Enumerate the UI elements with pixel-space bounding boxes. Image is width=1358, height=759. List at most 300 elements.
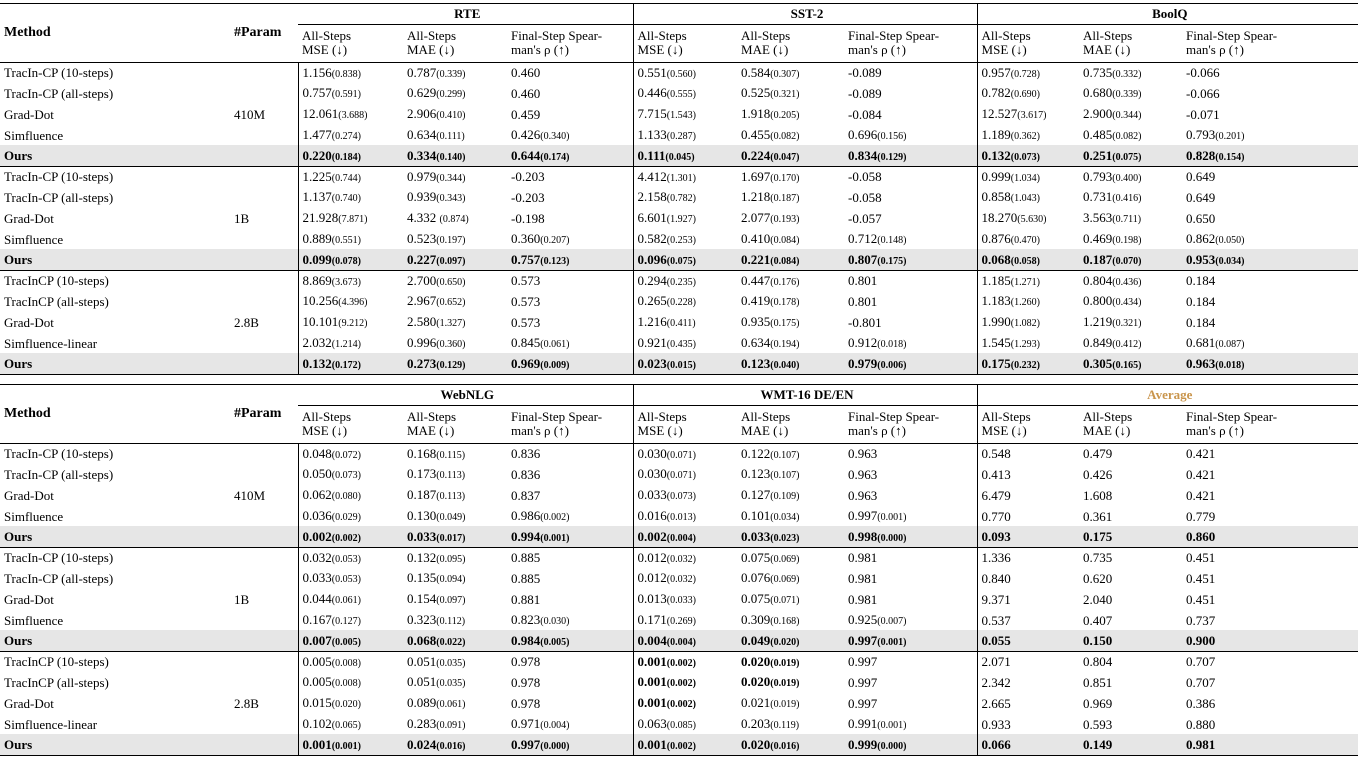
value-cell (298, 83, 403, 104)
metric-value: 0.485 (1083, 127, 1113, 143)
value-cell (844, 672, 977, 693)
method-name: TracInCP (10-steps) (0, 651, 230, 672)
value-cell (1182, 166, 1358, 187)
metric-value: 0.033 (741, 528, 771, 544)
metric-value: 0.251 (1083, 147, 1113, 163)
value-cell (977, 229, 1079, 250)
std-dev: (0.123) (540, 255, 570, 267)
std-dev: (0.018) (877, 339, 907, 351)
std-dev: (0.006) (877, 359, 907, 371)
metric-value: 0.837 (511, 487, 541, 503)
std-dev: (0.198) (1112, 235, 1142, 247)
metric-value: 0.889 (302, 231, 332, 247)
metric-value: 1.183 (981, 293, 1011, 309)
value-cell (298, 166, 403, 187)
value-cell (1182, 526, 1358, 547)
metric-value: 1.697 (741, 168, 771, 184)
std-dev: (0.410) (436, 110, 466, 122)
std-dev: (0.344) (436, 172, 466, 184)
std-dev: (0.050) (1215, 235, 1245, 247)
value-cell (1182, 104, 1358, 125)
metric-value: 0.957 (981, 64, 1011, 80)
std-dev: (0.174) (540, 151, 570, 163)
metric-value: 4.332 (407, 210, 440, 226)
metric-value: 0.793 (1186, 127, 1216, 143)
std-dev: (3.688) (338, 110, 368, 122)
value-cell (1079, 333, 1182, 354)
value-cell (507, 526, 633, 547)
std-dev: (0.436) (1112, 276, 1142, 288)
method-name: TracIn-CP (10-steps) (0, 443, 230, 464)
metric-value: 1.216 (637, 314, 667, 330)
std-dev: (0.029) (331, 512, 361, 524)
std-dev: (0.127) (331, 616, 361, 628)
metric-value: 0.851 (1083, 674, 1113, 690)
value-cell (298, 62, 403, 83)
metric-value: 0.551 (637, 64, 667, 80)
std-dev: (0.073) (666, 491, 696, 503)
value-cell (1079, 464, 1182, 485)
metric-value: 0.459 (511, 106, 541, 122)
value-cell (403, 526, 507, 547)
metric-value: 0.963 (848, 466, 878, 482)
metric-value: 7.715 (637, 106, 667, 122)
metric-value: 0.451 (1186, 570, 1216, 586)
value-cell (507, 714, 633, 735)
value-cell (977, 208, 1079, 229)
param-value (230, 125, 298, 146)
metric-value: 0.836 (511, 466, 541, 482)
table-row (0, 291, 1358, 312)
value-cell (1182, 610, 1358, 631)
metric-value: -0.089 (848, 65, 882, 81)
value-cell (737, 270, 844, 291)
metric-value: 0.032 (302, 549, 332, 565)
std-dev: (0.032) (666, 574, 696, 586)
std-dev: (0.782) (666, 193, 696, 205)
method-name: Ours (0, 353, 230, 374)
metric-value: 0.650 (1186, 210, 1216, 226)
std-dev: (0.470) (1010, 235, 1040, 247)
value-cell (298, 125, 403, 146)
method-name: TracIn-CP (all-steps) (4, 466, 114, 482)
metric-value: -0.066 (1186, 65, 1220, 81)
value-cell (1079, 485, 1182, 506)
std-dev: (0.555) (666, 89, 696, 101)
value-cell (844, 104, 977, 125)
value-cell (737, 568, 844, 589)
table-row (0, 187, 1358, 208)
metric-value: 0.220 (302, 147, 332, 163)
value-cell (844, 208, 977, 229)
metric-value: 0.525 (741, 85, 771, 101)
std-dev: (0.113) (436, 491, 466, 503)
value-cell (633, 229, 737, 250)
std-dev: (0.000) (877, 532, 907, 544)
value-cell (507, 610, 633, 631)
metric-value: 0.469 (1083, 231, 1113, 247)
value-cell (1079, 589, 1182, 610)
param-value (230, 187, 298, 208)
value-cell (298, 249, 403, 270)
std-dev: (0.053) (331, 574, 361, 586)
metric-value: 0.823 (511, 612, 541, 628)
std-dev: (0.115) (436, 449, 466, 461)
std-dev: (0.332) (1112, 68, 1142, 80)
value-cell (844, 630, 977, 651)
value-cell (844, 291, 977, 312)
std-dev: (0.339) (436, 68, 466, 80)
std-dev: (0.340) (540, 131, 570, 143)
metric-value: 0.123 (741, 355, 771, 371)
std-dev: (0.287) (666, 131, 696, 143)
metric-value: 0.150 (1083, 633, 1113, 649)
std-dev: (0.097) (436, 595, 466, 607)
value-cell (1182, 506, 1358, 527)
value-cell (633, 104, 737, 125)
value-cell (1182, 353, 1358, 374)
method-name: Grad-Dot (4, 695, 54, 711)
value-cell (633, 312, 737, 333)
value-cell (403, 734, 507, 755)
metric-value: 0.876 (981, 231, 1011, 247)
metric-value: 0.421 (1186, 446, 1216, 462)
std-dev: (0.091) (436, 720, 466, 732)
metric-value: 9.371 (981, 591, 1011, 607)
metric-value: 0.787 (407, 64, 437, 80)
metric-value: 0.410 (741, 231, 771, 247)
method-name: Simfluence-linear (4, 716, 98, 732)
value-cell (737, 464, 844, 485)
value-cell (507, 229, 633, 250)
metric-value: 0.997 (848, 508, 878, 524)
value-cell (633, 291, 737, 312)
std-dev: (0.071) (666, 470, 696, 482)
std-dev: (0.009) (540, 359, 570, 371)
metric-header-mse: All-Steps MSE (↓) (633, 24, 737, 62)
metric-value: 0.127 (741, 487, 771, 503)
value-cell (844, 547, 977, 568)
value-cell (977, 291, 1079, 312)
metric-value: 3.563 (1083, 210, 1113, 226)
metric-value: 0.421 (1186, 466, 1216, 482)
value-cell (1079, 208, 1182, 229)
value-cell (633, 145, 737, 166)
metric-value: 1.336 (981, 550, 1011, 566)
metric-value: 2.040 (1083, 591, 1113, 607)
table-row (0, 312, 1358, 333)
value-cell (977, 62, 1079, 83)
metric-value: 0.649 (1186, 169, 1216, 185)
value-cell (1079, 547, 1182, 568)
std-dev: (0.307) (770, 68, 800, 80)
std-dev: (0.080) (331, 491, 361, 503)
metric-value: 0.997 (848, 654, 878, 670)
value-cell (403, 353, 507, 374)
method-name: Ours (0, 249, 230, 270)
method-name: TracIn-CP (all-steps) (4, 570, 114, 586)
std-dev: (0.002) (540, 512, 570, 524)
value-cell (298, 651, 403, 672)
std-dev: (0.175) (877, 255, 907, 267)
metric-value: 0.978 (511, 695, 541, 711)
value-cell (737, 291, 844, 312)
metric-value: 0.023 (637, 355, 667, 371)
value-cell (403, 693, 507, 714)
metric-value: 0.175 (1083, 529, 1113, 545)
value-cell (507, 312, 633, 333)
metric-value: 18.270 (981, 210, 1018, 226)
metric-value: 0.012 (637, 570, 667, 586)
metric-value: 0.793 (1083, 168, 1113, 184)
value-cell (1079, 672, 1182, 693)
metric-value: 0.227 (407, 251, 437, 267)
metric-value: 0.707 (1186, 674, 1216, 690)
metric-value: 0.020 (741, 653, 771, 669)
value-cell (977, 145, 1079, 166)
metric-value: 0.900 (1186, 633, 1216, 649)
value-cell (403, 333, 507, 354)
std-dev: (0.111) (436, 131, 465, 143)
metric-value: 0.836 (511, 446, 541, 462)
param-value: 2.8B (234, 695, 259, 711)
value-cell (977, 672, 1079, 693)
metric-header-mse: All-Steps MSE (↓) (977, 405, 1079, 443)
std-dev: (0.172) (331, 359, 361, 371)
value-cell (844, 145, 977, 166)
value-cell (1182, 333, 1358, 354)
std-dev: (0.154) (1215, 151, 1245, 163)
std-dev: (0.008) (331, 678, 361, 690)
value-cell (633, 693, 737, 714)
value-cell (633, 547, 737, 568)
value-cell (977, 312, 1079, 333)
std-dev: (0.000) (540, 740, 570, 752)
value-cell (633, 208, 737, 229)
metric-value: 0.460 (511, 85, 541, 101)
value-cell (298, 568, 403, 589)
std-dev: (0.019) (770, 657, 800, 669)
metric-value: -0.066 (1186, 85, 1220, 101)
std-dev: (0.168) (770, 616, 800, 628)
metric-value: 0.804 (1083, 272, 1113, 288)
metric-value: 0.455 (741, 127, 771, 143)
value-cell (844, 83, 977, 104)
value-cell (977, 693, 1079, 714)
value-cell (1182, 229, 1358, 250)
metric-value: 0.757 (511, 251, 541, 267)
method-name: Ours (0, 526, 230, 547)
std-dev: (0.071) (770, 595, 800, 607)
metric-value: 0.111 (637, 147, 666, 163)
value-cell (633, 353, 737, 374)
metric-value: 0.130 (407, 508, 437, 524)
value-cell (844, 651, 977, 672)
std-dev: (0.020) (770, 636, 800, 648)
value-cell (1079, 312, 1182, 333)
value-cell (298, 187, 403, 208)
metric-value: 0.123 (741, 466, 771, 482)
metric-value: 0.779 (1186, 508, 1216, 524)
value-cell (1079, 270, 1182, 291)
metric-value: 0.167 (302, 612, 332, 628)
value-cell (1079, 83, 1182, 104)
value-cell (298, 229, 403, 250)
std-dev: (0.207) (540, 235, 570, 247)
value-cell (403, 291, 507, 312)
metric-header-rho: Final-Step Spear- man's ρ (↑) (1186, 409, 1278, 439)
metric-value: 0.044 (302, 591, 332, 607)
metric-value: 0.782 (981, 85, 1011, 101)
value-cell (1079, 353, 1182, 374)
param-value (230, 333, 298, 354)
metric-value: 0.001 (302, 736, 332, 752)
std-dev: (3.673) (331, 276, 361, 288)
value-cell (737, 83, 844, 104)
std-dev: (0.113) (436, 470, 466, 482)
metric-value: 0.015 (302, 695, 332, 711)
std-dev: (0.004) (666, 532, 696, 544)
std-dev: (1.543) (666, 110, 696, 122)
metric-value: 0.925 (848, 612, 878, 628)
metric-value: 0.361 (1083, 508, 1113, 524)
value-cell (298, 589, 403, 610)
metric-value: 0.582 (637, 231, 667, 247)
value-cell (977, 734, 1079, 755)
method-name: TracInCP (all-steps) (4, 293, 109, 309)
metric-header-mae: All-Steps MAE (↓) (741, 409, 791, 439)
metric-value: 0.075 (741, 591, 771, 607)
value-cell (1079, 104, 1182, 125)
value-cell (403, 249, 507, 270)
value-cell (403, 464, 507, 485)
std-dev: (0.187) (770, 193, 800, 205)
std-dev: (0.652) (436, 297, 466, 309)
std-dev: (0.017) (436, 532, 466, 544)
param-value (230, 353, 298, 374)
std-dev: (0.411) (666, 318, 696, 330)
std-dev: (0.001) (540, 532, 570, 544)
metric-value: 0.801 (848, 273, 878, 289)
metric-value: 0.184 (1186, 273, 1216, 289)
value-cell (844, 693, 977, 714)
value-cell (298, 547, 403, 568)
value-cell (844, 333, 977, 354)
metric-value: 1.189 (981, 127, 1011, 143)
value-cell (1079, 568, 1182, 589)
method-name: Grad-Dot (4, 487, 54, 503)
value-cell (1182, 145, 1358, 166)
std-dev: (0.591) (331, 89, 361, 101)
param-value (230, 83, 298, 104)
metric-value: -0.089 (848, 85, 882, 101)
metric-value: 0.804 (1083, 654, 1113, 670)
value-cell (633, 630, 737, 651)
param-value (230, 547, 298, 568)
param-value (230, 443, 298, 464)
metric-header-mae: All-Steps MAE (↓) (407, 409, 457, 439)
std-dev: (0.165) (1112, 359, 1142, 371)
metric-value: 0.978 (511, 654, 541, 670)
std-dev: (0.084) (770, 235, 800, 247)
method-name: TracIn-CP (10-steps) (0, 547, 230, 568)
std-dev: (0.082) (1112, 131, 1142, 143)
table-row (0, 485, 1358, 506)
metric-value: 0.076 (741, 570, 771, 586)
param-value (230, 651, 298, 672)
metric-value: 0.981 (848, 570, 878, 586)
value-cell (1182, 714, 1358, 735)
value-cell (1182, 651, 1358, 672)
table-row (0, 589, 1358, 610)
std-dev: (0.175) (770, 318, 800, 330)
value-cell (507, 208, 633, 229)
metric-value: 0.881 (511, 591, 541, 607)
metric-value: 0.981 (848, 550, 878, 566)
value-cell (737, 166, 844, 187)
value-cell (633, 443, 737, 464)
std-dev: (0.058) (1010, 255, 1040, 267)
table-row (0, 464, 1358, 485)
metric-value: 0.963 (1186, 355, 1216, 371)
std-dev: (0.004) (540, 720, 570, 732)
metric-value: 0.969 (511, 355, 541, 371)
value-cell (403, 125, 507, 146)
method-name: TracInCP (all-steps) (4, 674, 109, 690)
value-cell (1079, 630, 1182, 651)
metric-value: 0.173 (407, 466, 437, 482)
metric-value: 0.963 (848, 446, 878, 462)
method-name: Ours (0, 145, 230, 166)
std-dev: (0.112) (436, 616, 466, 628)
metric-header-rho: Final-Step Spear- man's ρ (↑) (1186, 28, 1278, 58)
value-cell (403, 208, 507, 229)
metric-value: 0.030 (637, 466, 667, 482)
table-row (0, 125, 1358, 146)
value-cell (1182, 62, 1358, 83)
metric-value: 2.665 (981, 695, 1011, 711)
metric-value: 0.021 (741, 695, 771, 711)
value-cell (737, 62, 844, 83)
table-row (0, 547, 1358, 568)
value-cell (403, 145, 507, 166)
metric-value: 0.912 (848, 335, 878, 351)
value-cell (633, 83, 737, 104)
metric-value: 0.735 (1083, 64, 1113, 80)
std-dev: (0.650) (436, 276, 466, 288)
value-cell (633, 62, 737, 83)
table-row (0, 62, 1358, 83)
table-row (0, 333, 1358, 354)
std-dev: (0.061) (436, 699, 466, 711)
std-dev: (0.034) (770, 512, 800, 524)
metric-value: 0.681 (1186, 335, 1216, 351)
value-cell (1079, 145, 1182, 166)
value-cell (977, 651, 1079, 672)
metric-value: 0.757 (302, 85, 332, 101)
metric-value: 0.963 (848, 487, 878, 503)
metric-value: 0.885 (511, 550, 541, 566)
std-dev: (0.744) (331, 172, 361, 184)
metric-value: 1.990 (981, 314, 1011, 330)
metric-value: 1.545 (981, 335, 1011, 351)
metric-value: 0.002 (302, 528, 332, 544)
table-row (0, 610, 1358, 631)
metric-header-rho: Final-Step Spear- man's ρ (↑) (511, 28, 603, 58)
value-cell (737, 104, 844, 125)
value-cell (1182, 443, 1358, 464)
value-cell (633, 714, 737, 735)
